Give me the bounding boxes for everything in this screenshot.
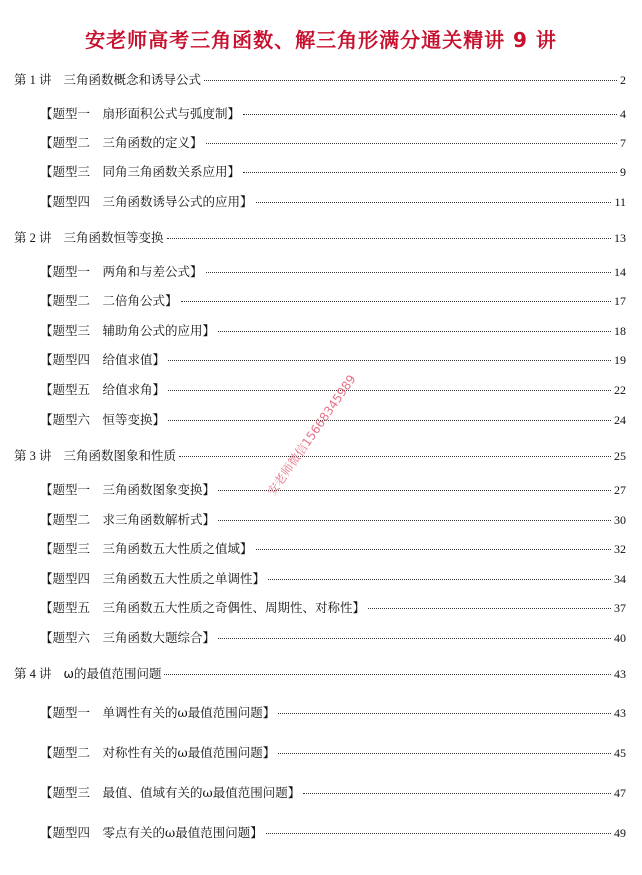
toc-topic[interactable]: [40, 510, 626, 530]
topic-label: 【题型四 三角函数诱导公式的应用】: [40, 194, 253, 209]
lecture-number: 第 1 讲: [14, 73, 52, 87]
toc-topic[interactable]: [40, 104, 626, 124]
page-number: 7: [620, 136, 626, 150]
page-number: 4: [620, 107, 626, 121]
toc-lecture-4[interactable]: [14, 664, 626, 684]
topic-label: 【题型四 零点有关的ω最值范围问题】: [40, 825, 263, 840]
dot-leader: [303, 793, 611, 794]
dot-leader: [268, 579, 611, 580]
dot-leader: [204, 80, 617, 81]
lecture-number: 第 3 讲: [14, 449, 52, 463]
lecture-title: 三角函数图象和性质: [63, 448, 177, 463]
page-number: 34: [614, 572, 626, 586]
dot-leader: [168, 390, 611, 391]
topic-label: 【题型一 三角函数图象变换】: [40, 482, 216, 497]
watermark: 安老师微信15668345989: [264, 372, 359, 499]
toc-topic[interactable]: [40, 321, 626, 341]
page-number: 19: [614, 353, 626, 367]
page-number: 30: [614, 513, 626, 527]
page-number: 49: [614, 826, 626, 840]
toc-topic[interactable]: [40, 162, 626, 182]
topic-label: 【题型六 三角函数大题综合】: [40, 630, 216, 645]
dot-leader: [368, 608, 611, 609]
dot-leader: [256, 549, 611, 550]
page-number: 13: [614, 231, 626, 245]
topic-label: 【题型三 辅助角公式的应用】: [40, 323, 216, 338]
dot-leader: [168, 420, 611, 421]
dot-leader: [243, 172, 617, 173]
topic-label: 【题型三 同角三角函数关系应用】: [40, 164, 241, 179]
toc-topic[interactable]: [40, 262, 626, 282]
dot-leader: [179, 456, 611, 457]
page-number: 24: [614, 413, 626, 427]
dot-leader: [181, 301, 611, 302]
page-number: 14: [614, 265, 626, 279]
page-number: 40: [614, 631, 626, 645]
page-number: 22: [614, 383, 626, 397]
toc-topic[interactable]: [40, 743, 626, 763]
toc-topic[interactable]: [40, 598, 626, 618]
page-title: 安老师高考三角函数、解三角形满分通关精讲 9 讲: [85, 28, 557, 52]
toc-topic[interactable]: [40, 291, 626, 311]
page-number: 43: [614, 667, 626, 681]
topic-label: 【题型四 给值求值】: [40, 352, 166, 367]
dot-leader: [243, 114, 617, 115]
topic-label: 【题型二 二倍角公式】: [40, 293, 178, 308]
topic-label: 【题型一 两角和与差公式】: [40, 264, 203, 279]
dot-leader: [218, 638, 611, 639]
toc-lecture-2[interactable]: [14, 228, 626, 248]
topic-label: 【题型五 给值求角】: [40, 382, 166, 397]
lecture-title: 三角函数概念和诱导公式: [63, 72, 202, 87]
page-number: 2: [620, 73, 626, 87]
topic-label: 【题型六 恒等变换】: [40, 412, 166, 427]
dot-leader: [218, 331, 611, 332]
topic-label: 【题型五 三角函数五大性质之奇偶性、周期性、对称性】: [40, 600, 366, 615]
page-number: 43: [614, 706, 626, 720]
dot-leader: [168, 360, 611, 361]
page-number: 18: [614, 324, 626, 338]
page-number: 25: [614, 449, 626, 463]
lecture-number: 第 2 讲: [14, 231, 52, 245]
dot-leader: [218, 520, 611, 521]
topic-label: 【题型三 最值、值域有关的ω最值范围问题】: [40, 785, 301, 800]
topic-label: 【题型一 扇形面积公式与弧度制】: [40, 106, 241, 121]
toc-topic[interactable]: [40, 783, 626, 803]
toc-lecture-1[interactable]: [14, 70, 626, 90]
dot-leader: [164, 674, 611, 675]
toc-topic[interactable]: [40, 628, 626, 648]
toc-lecture-3[interactable]: [14, 446, 626, 466]
dot-leader: [278, 713, 611, 714]
page-number: 32: [614, 542, 626, 556]
page-number: 47: [614, 786, 626, 800]
page-number: 11: [614, 195, 626, 209]
topic-label: 【题型一 单调性有关的ω最值范围问题】: [40, 705, 276, 720]
toc-topic[interactable]: [40, 192, 626, 212]
toc-topic[interactable]: [40, 480, 626, 500]
dot-leader: [256, 202, 612, 203]
toc-topic[interactable]: [40, 539, 626, 559]
page-number: 9: [620, 165, 626, 179]
dot-leader: [206, 272, 611, 273]
lecture-number: 第 4 讲: [14, 667, 52, 681]
page-number: 27: [614, 483, 626, 497]
topic-label: 【题型二 对称性有关的ω最值范围问题】: [40, 745, 276, 760]
toc-topic[interactable]: [40, 569, 626, 589]
toc-topic[interactable]: [40, 133, 626, 153]
lecture-title: 三角函数恒等变换: [63, 230, 164, 245]
dot-leader: [206, 143, 617, 144]
lecture-title: ω的最值范围问题: [63, 666, 162, 681]
topic-label: 【题型四 三角函数五大性质之单调性】: [40, 571, 266, 586]
dot-leader: [278, 753, 611, 754]
topic-label: 【题型二 三角函数的定义】: [40, 135, 203, 150]
topic-label: 【题型三 三角函数五大性质之值域】: [40, 541, 253, 556]
page-number: 45: [614, 746, 626, 760]
dot-leader: [266, 833, 611, 834]
toc-topic[interactable]: [40, 703, 626, 723]
page-number: 37: [614, 601, 626, 615]
page-number: 17: [614, 294, 626, 308]
toc-topic[interactable]: [40, 350, 626, 370]
toc-topic[interactable]: [40, 823, 626, 843]
dot-leader: [167, 238, 611, 239]
topic-label: 【题型二 求三角函数解析式】: [40, 512, 216, 527]
